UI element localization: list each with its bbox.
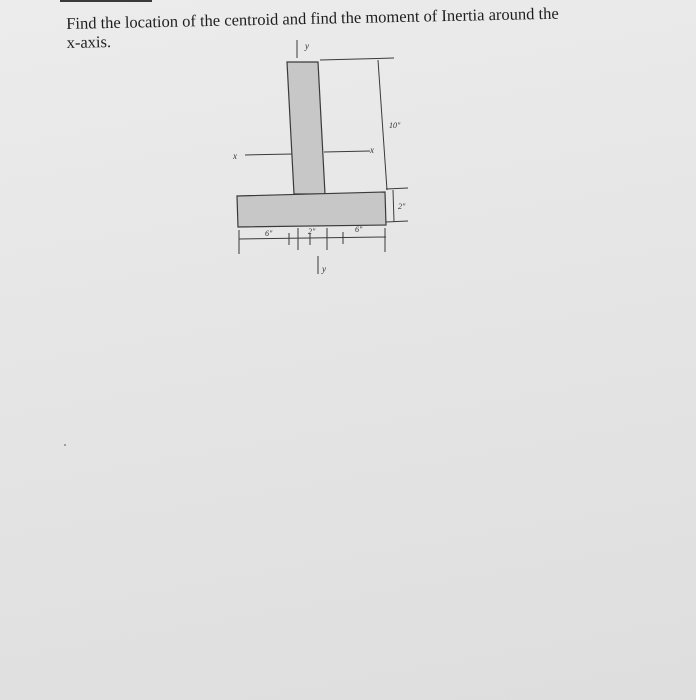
paper-speck: [64, 444, 66, 446]
flange-rectangle: [237, 192, 386, 227]
x-axis-right-line: [324, 151, 370, 152]
y-axis-bottom-label: y: [322, 264, 326, 274]
web-height-label: 10": [389, 121, 401, 130]
x-axis-left-label: x: [233, 151, 237, 161]
top-extension-line: [320, 58, 394, 60]
web-width-label: 2": [308, 227, 316, 236]
web-height-dimension-line: [378, 60, 387, 190]
y-axis-top-label: y: [305, 41, 309, 51]
right-overhang-label: 6": [355, 225, 363, 234]
bottom-dimension-line: [239, 237, 386, 239]
x-axis-left-line: [245, 154, 292, 155]
flange-thickness-label: 2": [398, 202, 406, 211]
problem-text-line-2: x-axis.: [66, 32, 112, 52]
flange-thickness-tick-bottom: [386, 221, 408, 222]
web-rectangle: [287, 62, 325, 194]
problem-text-line-1: Find the location of the centroid and find the moment of Inertia around the: [66, 3, 559, 33]
left-overhang-label: 6": [265, 229, 273, 238]
x-axis-right-label: x: [370, 145, 374, 155]
flange-thickness-tick-top: [386, 188, 408, 189]
flange-thickness-dimension-line: [393, 190, 394, 222]
